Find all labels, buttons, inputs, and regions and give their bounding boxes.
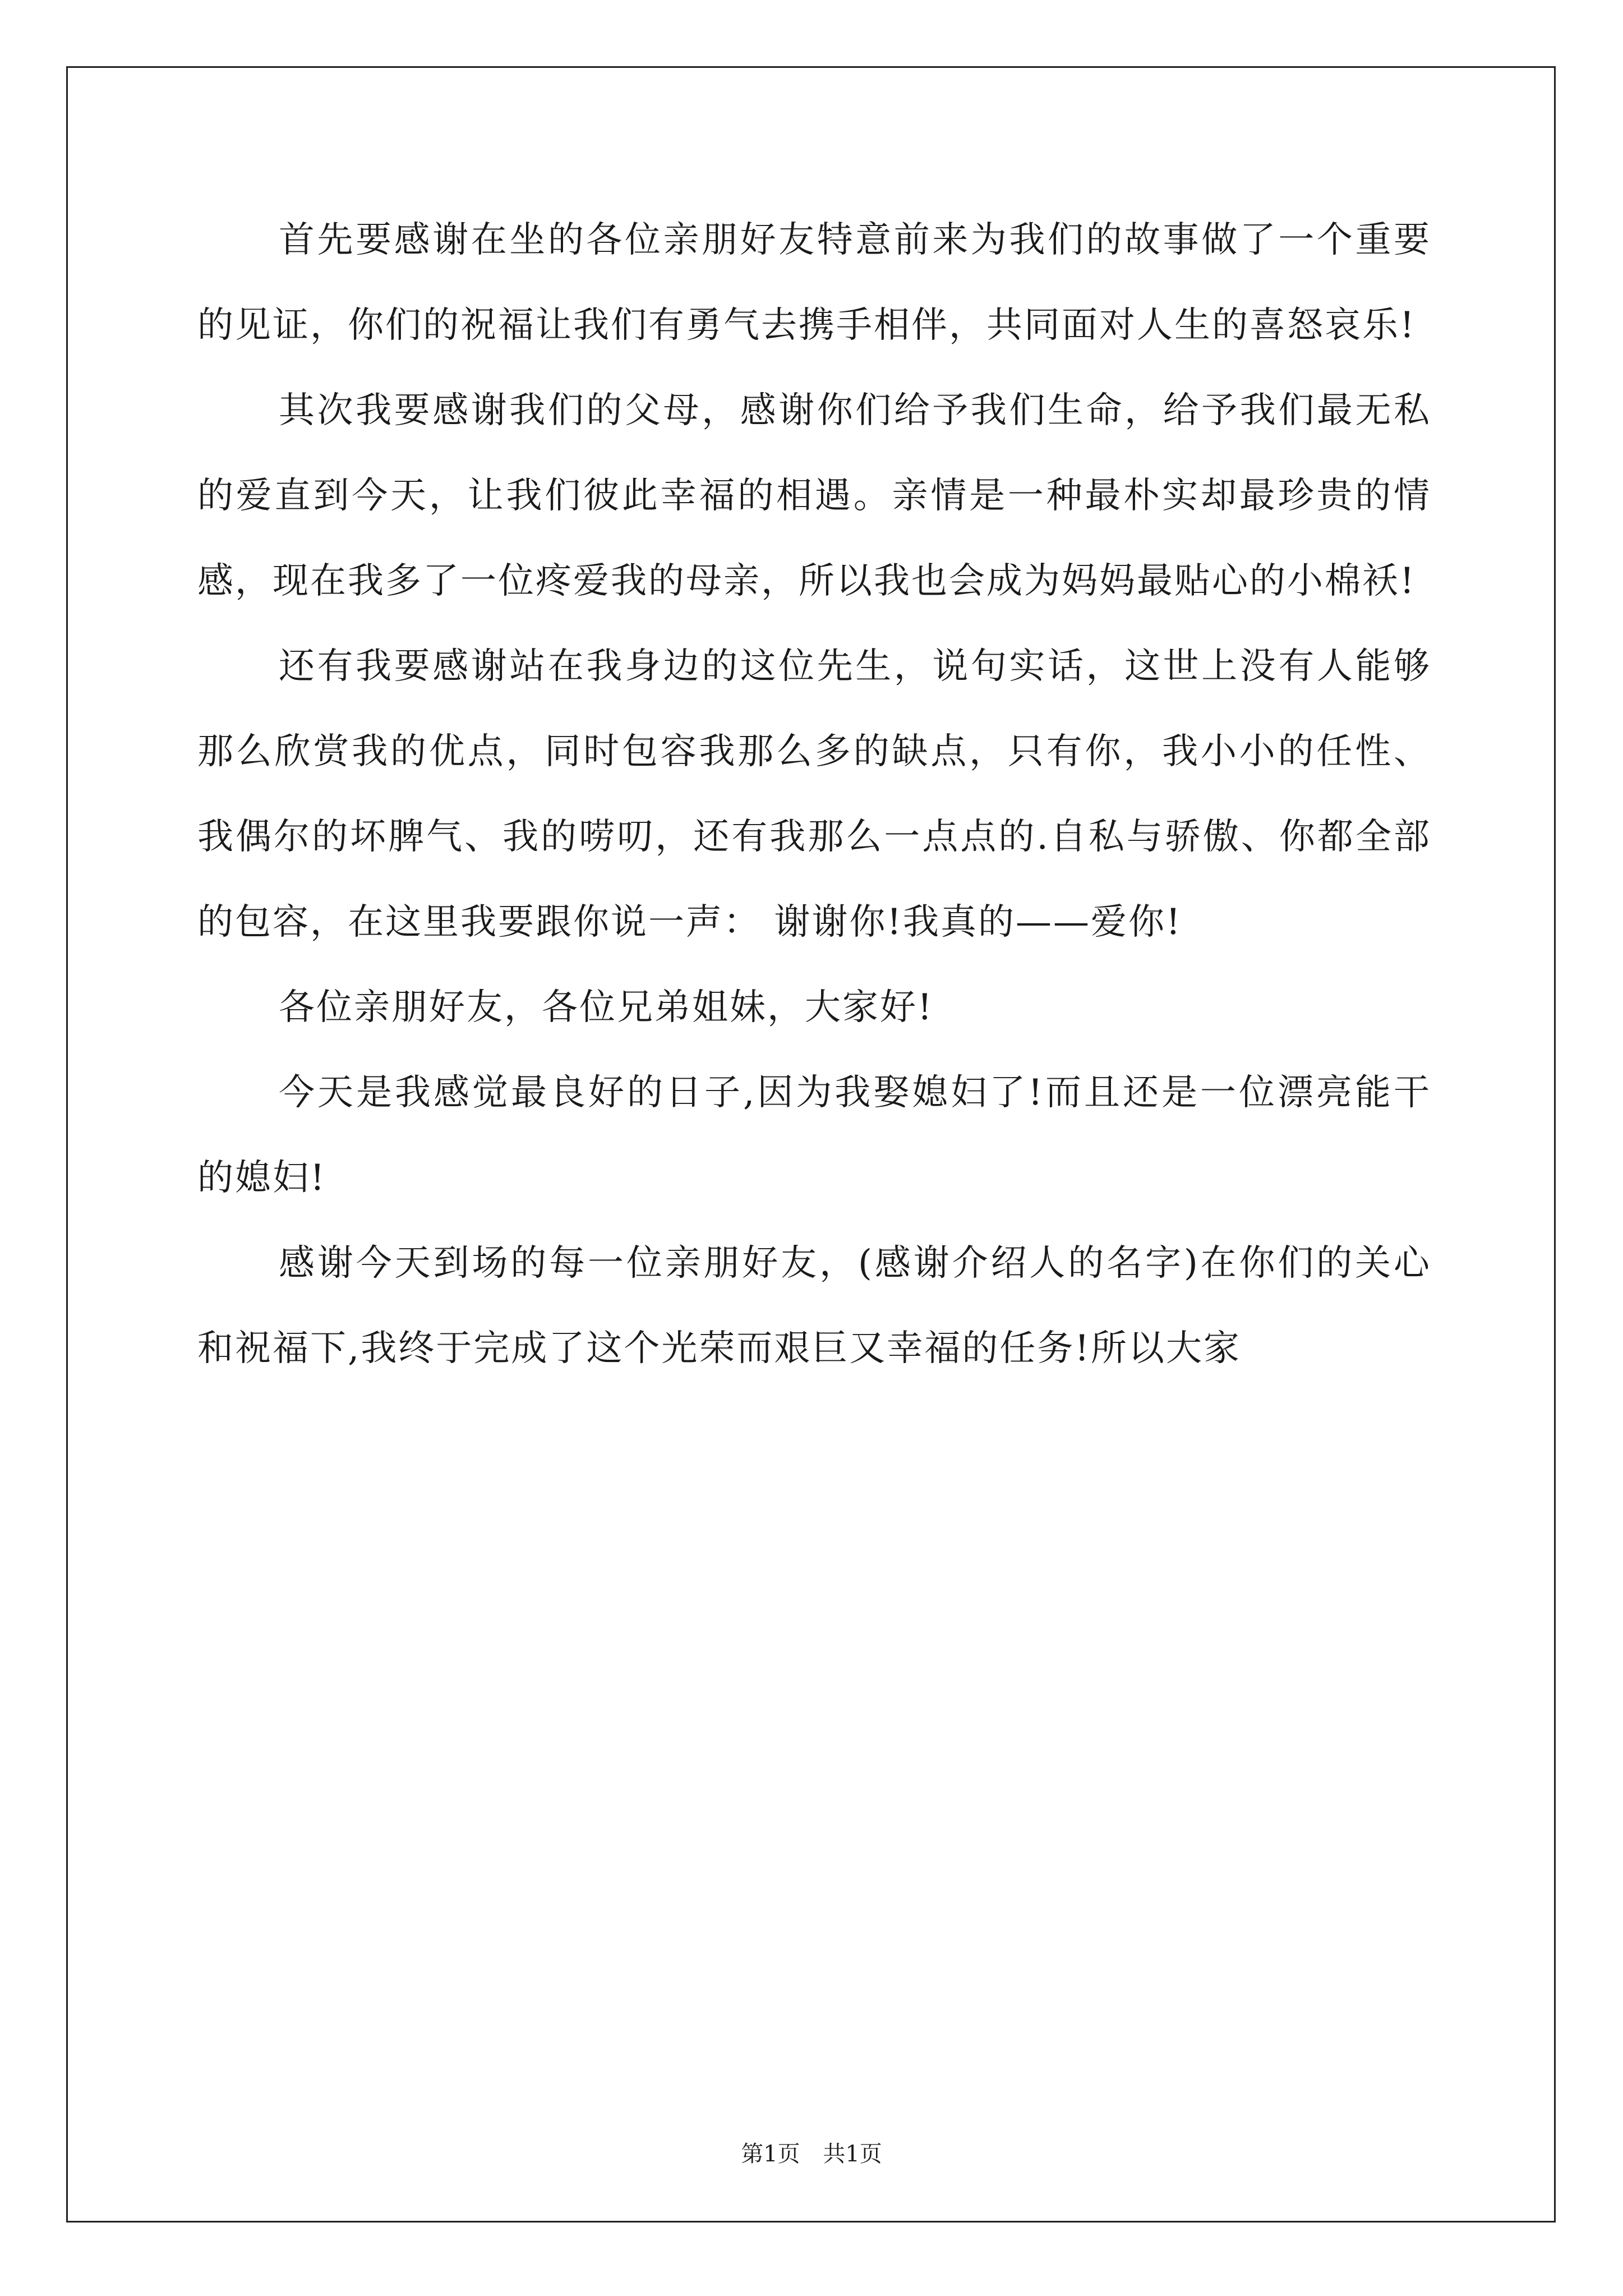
paragraph-5: 今天是我感觉最良好的日子,因为我娶媳妇了!而且还是一位漂亮能干的媳妇! [197, 1072, 1431, 1199]
paragraph-1: 首先要感谢在坐的各位亲朋好友特意前来为我们的故事做了一个重要的见证，你们的祝福让我们有勇气去携手相伴，共同面对人生的喜怒哀乐! [197, 219, 1431, 346]
page-footer [0, 2137, 1623, 2171]
paragraph-4: 各位亲朋好友，各位兄弟姐妹，大家好! [279, 987, 934, 1028]
paragraph-3: 还有我要感谢站在我身边的这位先生，说句实话，这世上没有人能够那么欣赏我的优点，同时包容我那么多的缺点，只有你，我小小的任性、我偶尔的坏脾气、我的唠叨，还有我那么一点点的.自私与骄傲、你都全部的包容，在这里我要跟你说一声： 谢谢你!我真的——爱你! [197, 646, 1431, 943]
paragraph-6: 感谢今天到场的每一位亲朋好友，(感谢介绍人的名字)在你们的关心和祝福下,我终于完成了这个光荣而艰巨又幸福的任务!所以大家 [197, 1243, 1431, 1369]
document-body [197, 197, 1431, 1391]
paragraph-2: 其次我要感谢我们的父母，感谢你们给予我们生命，给予我们最无私的爱直到今天，让我们彼此幸福的相遇。亲情是一种最朴实却最珍贵的情感，现在我多了一位疼爱我的母亲，所以我也会成为妈妈最贴心的小棉袄! [197, 390, 1431, 602]
page-number: 第1页 [741, 2141, 800, 2167]
page-total: 共1页 [823, 2141, 882, 2167]
